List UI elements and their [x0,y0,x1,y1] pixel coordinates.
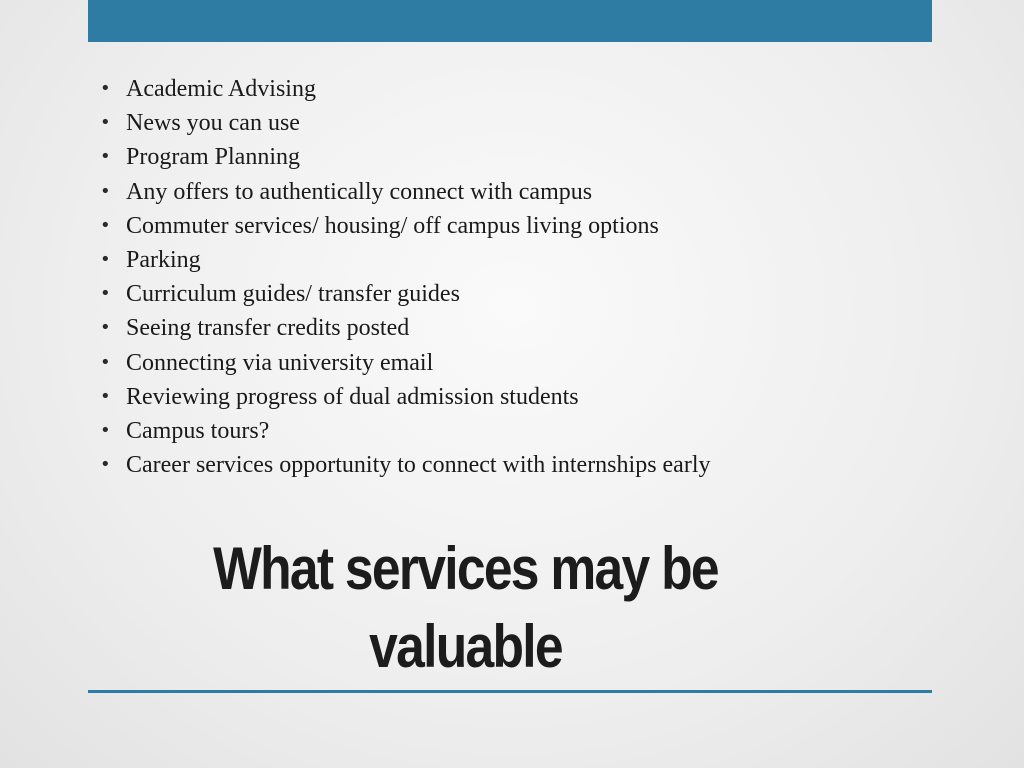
bullet-text: Seeing transfer credits posted [126,315,410,342]
bullet-text: Campus tours? [126,417,270,444]
list-item [100,209,930,243]
slide-title-line-1: What services may be [213,535,718,602]
bottom-divider [88,690,932,693]
bullet-icon: • [100,180,111,202]
bullet-icon: • [100,317,111,339]
bullet-text: Reviewing progress of dual admission students [126,383,579,410]
list-item [100,175,930,209]
bullet-icon: • [100,248,111,270]
list-item [100,311,930,345]
list-item [100,346,930,380]
services-bullet-list [100,72,930,482]
bullet-icon: • [100,146,111,168]
bullet-text: Career services opportunity to connect with internships early [126,452,711,479]
bullet-icon: • [100,78,111,99]
bullet-text: News you can use [126,110,300,137]
bullet-icon: • [100,214,111,236]
bullet-text: Parking [126,246,201,273]
bullet-text: Program Planning [126,144,300,171]
list-item [100,140,930,174]
bullet-text: Any offers to authentically connect with campus [126,178,593,205]
list-item [100,106,930,140]
bullet-icon: • [100,454,111,476]
top-accent-bar [88,0,932,42]
bullet-icon: • [100,351,111,373]
slide-title-line-2: valuable [369,613,562,680]
list-item [100,277,930,311]
list-item [100,72,930,106]
list-item [100,414,930,448]
bullet-text: Curriculum guides/ transfer guides [126,281,460,308]
bullet-text: Connecting via university email [126,349,434,376]
slide-title [141,530,790,686]
bullet-icon: • [100,283,111,305]
bullet-icon: • [100,385,111,407]
bullet-icon: • [100,112,111,134]
bullet-text: Academic Advising [126,76,316,102]
bullet-icon: • [100,419,111,441]
list-item [100,243,930,277]
bullet-text: Commuter services/ housing/ off campus living options [126,212,659,239]
list-item [100,380,930,414]
list-item [100,448,930,482]
